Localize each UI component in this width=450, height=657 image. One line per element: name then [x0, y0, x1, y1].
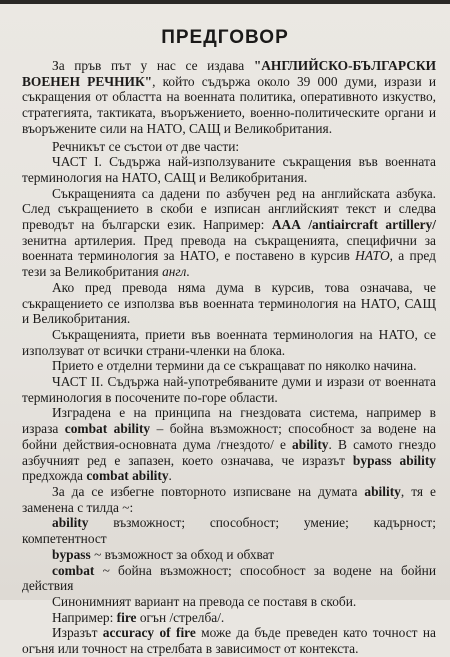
text-run: огън /стрелба/.: [136, 609, 225, 625]
entry-example: [22, 515, 436, 546]
preface-text: [22, 58, 436, 657]
paragraph: ЧАСТ I. Съдържа най-използуваните съкращения във военната терминология на НАТО, САЩ и Великобритания.: [22, 154, 436, 185]
text-run: възможност; способност; умение; кадърност; компетентност: [22, 515, 436, 547]
text-run: .: [186, 264, 190, 280]
paragraph: [22, 58, 436, 137]
example-term: fire: [116, 609, 137, 625]
text-run: ~ възможност за обход и обхват: [90, 546, 275, 562]
text-run: . В самото гнездо азбучният ред е запазен, което означава, че изразът: [22, 436, 436, 468]
paragraph: Съкращенията, приети във военната терминология на НАТО, се използуват от всички страни-членки на блока.: [22, 326, 436, 358]
example-term: accuracy of fire: [102, 625, 196, 641]
example-term: bypass ability: [352, 452, 436, 468]
dictionary-title: "АНГЛИЙСКО-БЪЛГАРСКИ ВОЕНЕН РЕЧНИК": [22, 58, 436, 89]
text-run: , който съдържа около 39 000 думи, изрази и съкращения от областта на военната политика, оперативното изкуство, стратегията, тактиката, въоръжението, военно-политическите органи и въоръжените сили на НАТО, САЩ и Великобритания.: [22, 73, 436, 136]
example-term: ability: [292, 436, 329, 452]
text-run: предхожда: [22, 468, 87, 484]
paragraph: [22, 625, 436, 656]
text-run: .: [168, 468, 172, 484]
paragraph: Ако пред превода няма дума в курсив, това означава, че съкращението се използва във военната терминология на НАТО, САЩ и Великобритания.: [22, 279, 436, 327]
text-run: може да бъде преведен като точност на огъня или точност на стрелбата в зависимост от контекста.: [22, 625, 436, 657]
example-term: ААА /antiaircraft artillery/: [271, 217, 436, 233]
text-run: Съкращенията са дадени по азбучен ред на английската азбука. След съкращението в скоби е изписан английският текст и следва преводът на български език. Например:: [22, 185, 436, 233]
text-run: Изразът: [52, 625, 103, 641]
paragraph: [22, 186, 436, 280]
text-run: Например:: [52, 609, 117, 625]
entry-example: [22, 547, 436, 563]
text-run: зенитна артилерия. Пред превода на съкращенията, специфични за военната терминология за НАТО, е поставено в курсив: [22, 232, 436, 264]
text-run: Изградена е на принципа на гнездовата система, например в израза: [22, 405, 436, 437]
headword: combat: [52, 562, 95, 578]
example-term: ability: [364, 483, 401, 499]
paragraph: [22, 484, 436, 515]
example-term: combat ability: [64, 421, 151, 437]
entry-example: [22, 563, 436, 594]
paragraph: Речникът се състои от две части:: [52, 138, 240, 154]
text-run: , а пред тези за Великобритания: [22, 248, 436, 280]
paragraph: Синонимният вариант на превода се поставя в скоби.: [52, 593, 357, 609]
top-edge-bar: [0, 0, 450, 4]
text-run: За да се избегне повторното изписване на думата: [52, 483, 365, 499]
headword: bypass: [52, 546, 91, 562]
text-run: За пръв път у нас се издава: [52, 58, 254, 73]
page-title: ПРЕДГОВОР: [161, 27, 289, 48]
italic-marker: НАТО: [355, 248, 390, 264]
headword: ability: [52, 515, 89, 531]
text-run: – бойна възможност; способност за водене на бойни действия-основната дума /гнездото/ е: [22, 421, 436, 452]
text-run: , тя е заменена с тилда ~:: [22, 483, 436, 515]
text-run: ~ бойна възможност; способност за водене на бойни действия: [22, 562, 436, 594]
italic-marker: англ: [162, 264, 187, 280]
paragraph: ЧАСТ II. Съдържа най-употребяваните думи и изрази от военната терминология в посочените по-горе области.: [22, 374, 436, 405]
example-term: combat ability: [86, 468, 169, 484]
paragraph: [22, 405, 436, 484]
paragraph: Прието е отделни термини да се съкращават по няколко начина.: [52, 358, 417, 374]
paragraph: [22, 610, 436, 626]
